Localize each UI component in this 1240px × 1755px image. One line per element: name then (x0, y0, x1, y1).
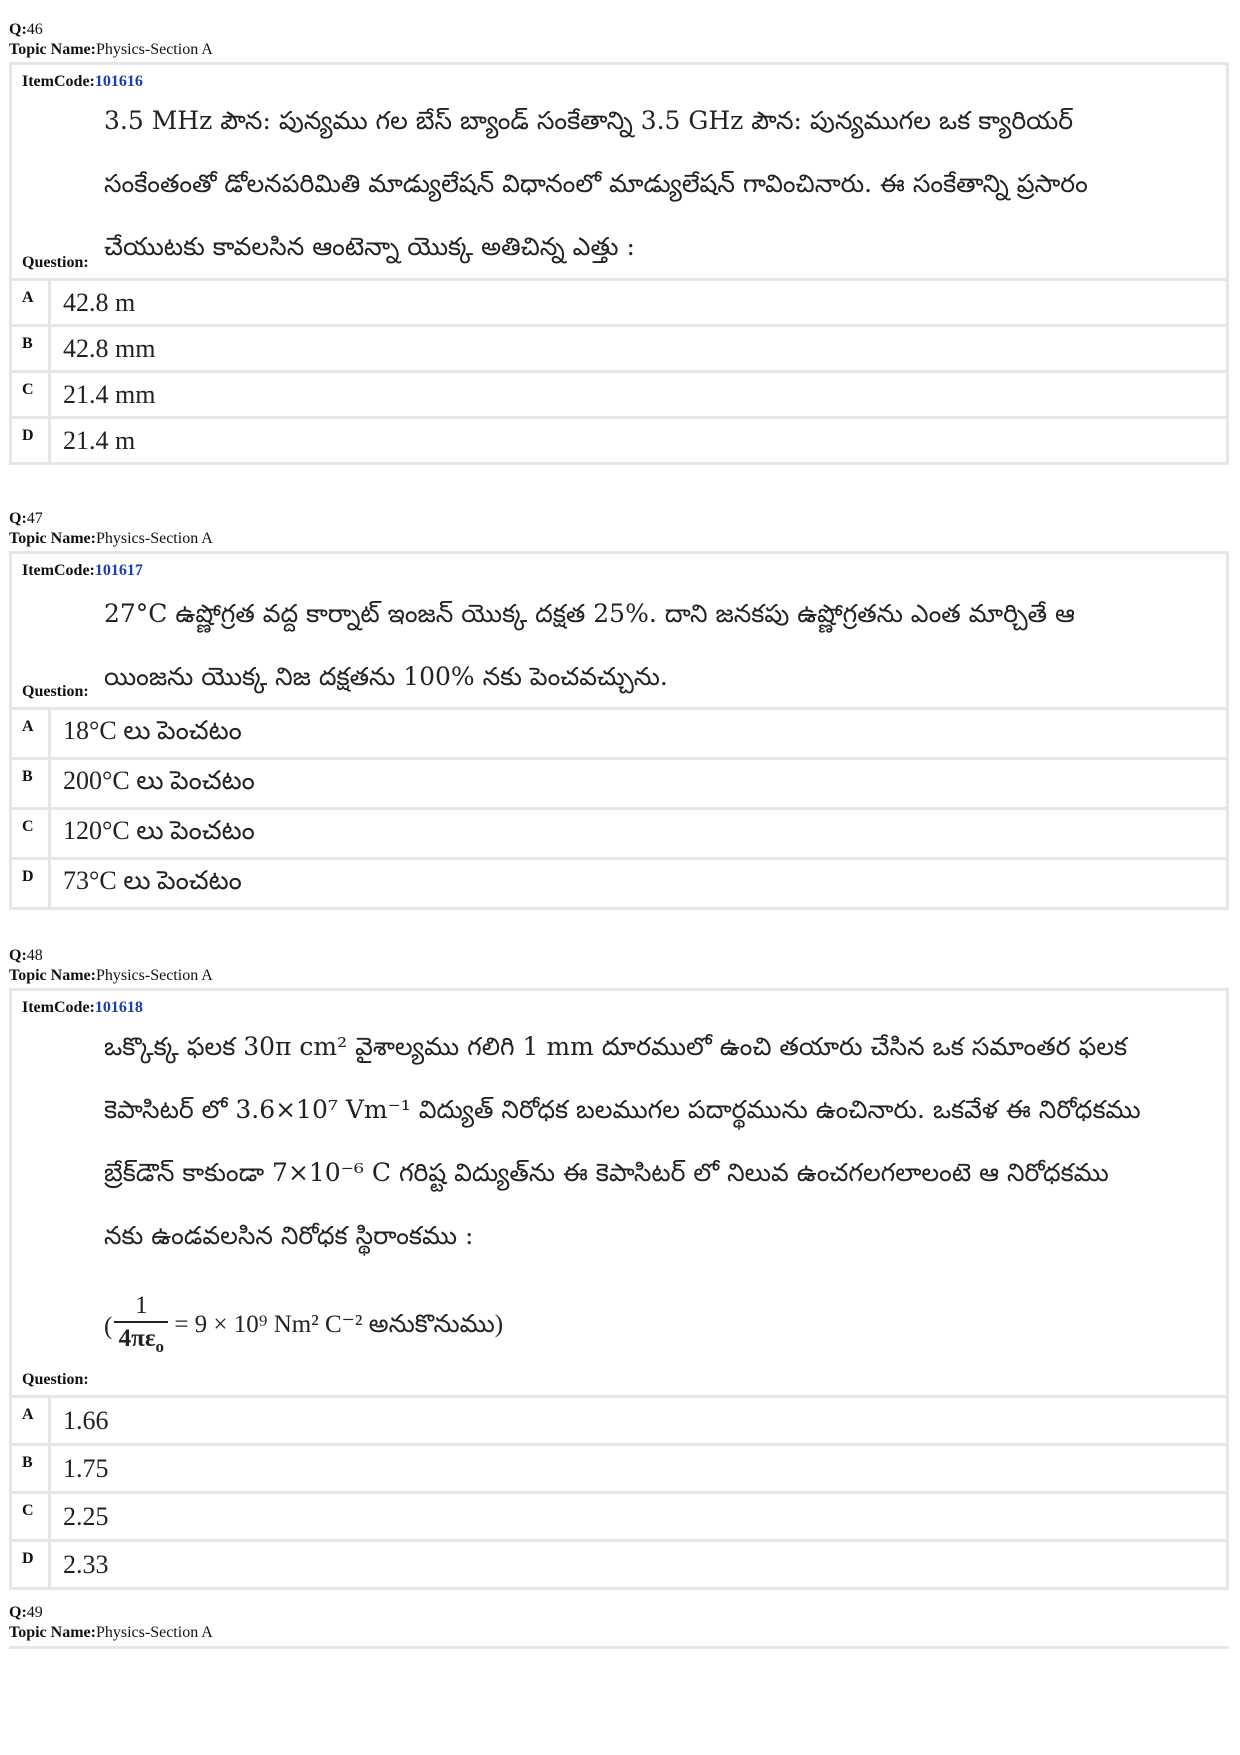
question-text (104, 89, 1212, 278)
question-line: చేయుటకు కావలసిన ఆంటెన్నా యొక్క అతిచిన్న ఎత్తు : (104, 232, 635, 261)
question-number: Q:47 (9, 510, 43, 527)
option-value: 42.8 mm (63, 333, 156, 363)
formula (104, 1291, 503, 1363)
option-value: 1.66 (63, 1405, 109, 1435)
option-value: 73°C లు పెంచటం (63, 865, 242, 895)
question-label: Question: (22, 683, 89, 700)
question-text (104, 582, 1212, 708)
question-label: Question: (22, 254, 89, 271)
question-line: ఒక్కొక్క ఫలక 30π cm² వైశాల్యము గలిగి 1 mm దూరములో ఉంచి తయారు చేసిన ఒక సమాంతర ఫలక (104, 1032, 1127, 1061)
item-code: ItemCode:101618 (22, 999, 143, 1016)
question-block-46 (9, 20, 1229, 465)
option-value: 42.8 m (63, 287, 136, 317)
formula-open-paren: ( (104, 1313, 113, 1340)
question-line: యింజను యొక్క నిజ దక్షతను 100% నకు పెంచవచ్చును. (104, 662, 668, 691)
option-letter: D (12, 1542, 51, 1587)
item-code: ItemCode:101616 (22, 73, 143, 90)
option-b[interactable] (12, 1443, 1226, 1491)
option-a[interactable] (12, 707, 1226, 757)
question-line: 3.5 MHz పౌన: పున్యము గల బేస్ బ్యాండ్ సంకేతాన్ని 3.5 GHz పౌన: పున్యముగల ఒక క్యారియర్ (104, 106, 1074, 135)
option-a[interactable] (12, 278, 1226, 324)
question-text (104, 1015, 1212, 1267)
question-line: 27°C ఉష్ణోగ్రత వద్ద కార్నాట్ ఇంజన్ యొక్క దక్షత 25%. దాని జనకపు ఉష్ణోగ్రతను ఎంత మార్చితే ఆ (104, 599, 1075, 628)
option-value: 2.25 (63, 1501, 109, 1531)
question-number: Q:46 (9, 21, 43, 38)
option-letter: D (12, 860, 51, 907)
option-a[interactable] (12, 1395, 1226, 1443)
option-letter: A (12, 710, 51, 757)
option-value: 1.75 (63, 1453, 109, 1483)
option-letter: C (12, 1494, 51, 1539)
option-letter: C (12, 810, 51, 857)
option-d[interactable] (12, 857, 1226, 907)
option-b[interactable] (12, 324, 1226, 370)
option-c[interactable] (12, 1491, 1226, 1539)
question-card (9, 62, 1229, 465)
option-value: 18°C లు పెంచటం (63, 715, 242, 745)
formula-fraction (114, 1291, 168, 1363)
question-label: Question: (22, 1371, 89, 1388)
question-number: Q:49 (9, 1604, 43, 1621)
question-block-47 (9, 509, 1229, 910)
option-letter: C (12, 373, 51, 416)
option-letter: D (12, 419, 51, 462)
option-letter: A (12, 1398, 51, 1443)
formula-rhs: = 9 × 10⁹ Nm² C⁻² అనుకొనుము) (174, 1311, 504, 1338)
option-d[interactable] (12, 416, 1226, 462)
question-body (12, 65, 1226, 278)
formula-denominator: $4\pi\varepsilon_o$ (118, 1325, 165, 1356)
question-card (9, 551, 1229, 910)
item-code: ItemCode:101617 (22, 562, 143, 579)
option-letter: B (12, 327, 51, 370)
topic-name: Topic Name:Physics-Section A (9, 1624, 213, 1641)
option-c[interactable] (12, 807, 1226, 857)
question-block-48 (9, 946, 1229, 1590)
question-line: సంకేంతంతో డోలనపరిమితి మాడ్యులేషన్ విధానంలో మాడ్యులేషన్ గావించినారు. ఈ సంకేతాన్ని ప్రసారం (104, 169, 1088, 198)
option-value: 2.33 (63, 1549, 109, 1579)
option-value: 21.4 mm (63, 379, 156, 409)
option-d[interactable] (12, 1539, 1226, 1587)
topic-name: Topic Name:Physics-Section A (9, 530, 213, 547)
question-card-top-border (9, 1646, 1229, 1649)
option-b[interactable] (12, 757, 1226, 807)
question-body (12, 991, 1226, 1395)
option-value: 21.4 m (63, 425, 136, 455)
formula-numerator: 1 (135, 1292, 148, 1319)
question-number: Q:48 (9, 947, 43, 964)
question-block-49 (9, 1603, 1229, 1649)
question-body (12, 554, 1226, 707)
topic-name: Topic Name:Physics-Section A (9, 41, 213, 58)
option-value: 120°C లు పెంచటం (63, 815, 255, 845)
option-value: 200°C లు పెంచటం (63, 765, 255, 795)
option-letter: A (12, 281, 51, 324)
topic-name: Topic Name:Physics-Section A (9, 967, 213, 984)
option-c[interactable] (12, 370, 1226, 416)
option-letter: B (12, 760, 51, 807)
question-card (9, 988, 1229, 1590)
option-letter: B (12, 1446, 51, 1491)
question-line: కెపాసిటర్ లో 3.6×10⁷ Vm⁻¹ విద్యుత్ నిరోధక బలముగల పదార్థమును ఉంచినారు. ఒకవేళ ఈ నిరోధకము (104, 1095, 1141, 1124)
question-line: బ్రేక్‌డౌన్ కాకుండా 7×10⁻⁶ C గరిష్ట విద్యుత్‌ను ఈ కెపాసిటర్ లో నిలువ ఉంచగలగలాలంటె ఆ నిరోధకము (104, 1158, 1109, 1187)
question-line: నకు ఉండవలసిన నిరోధక స్థిరాంకము : (104, 1221, 474, 1250)
